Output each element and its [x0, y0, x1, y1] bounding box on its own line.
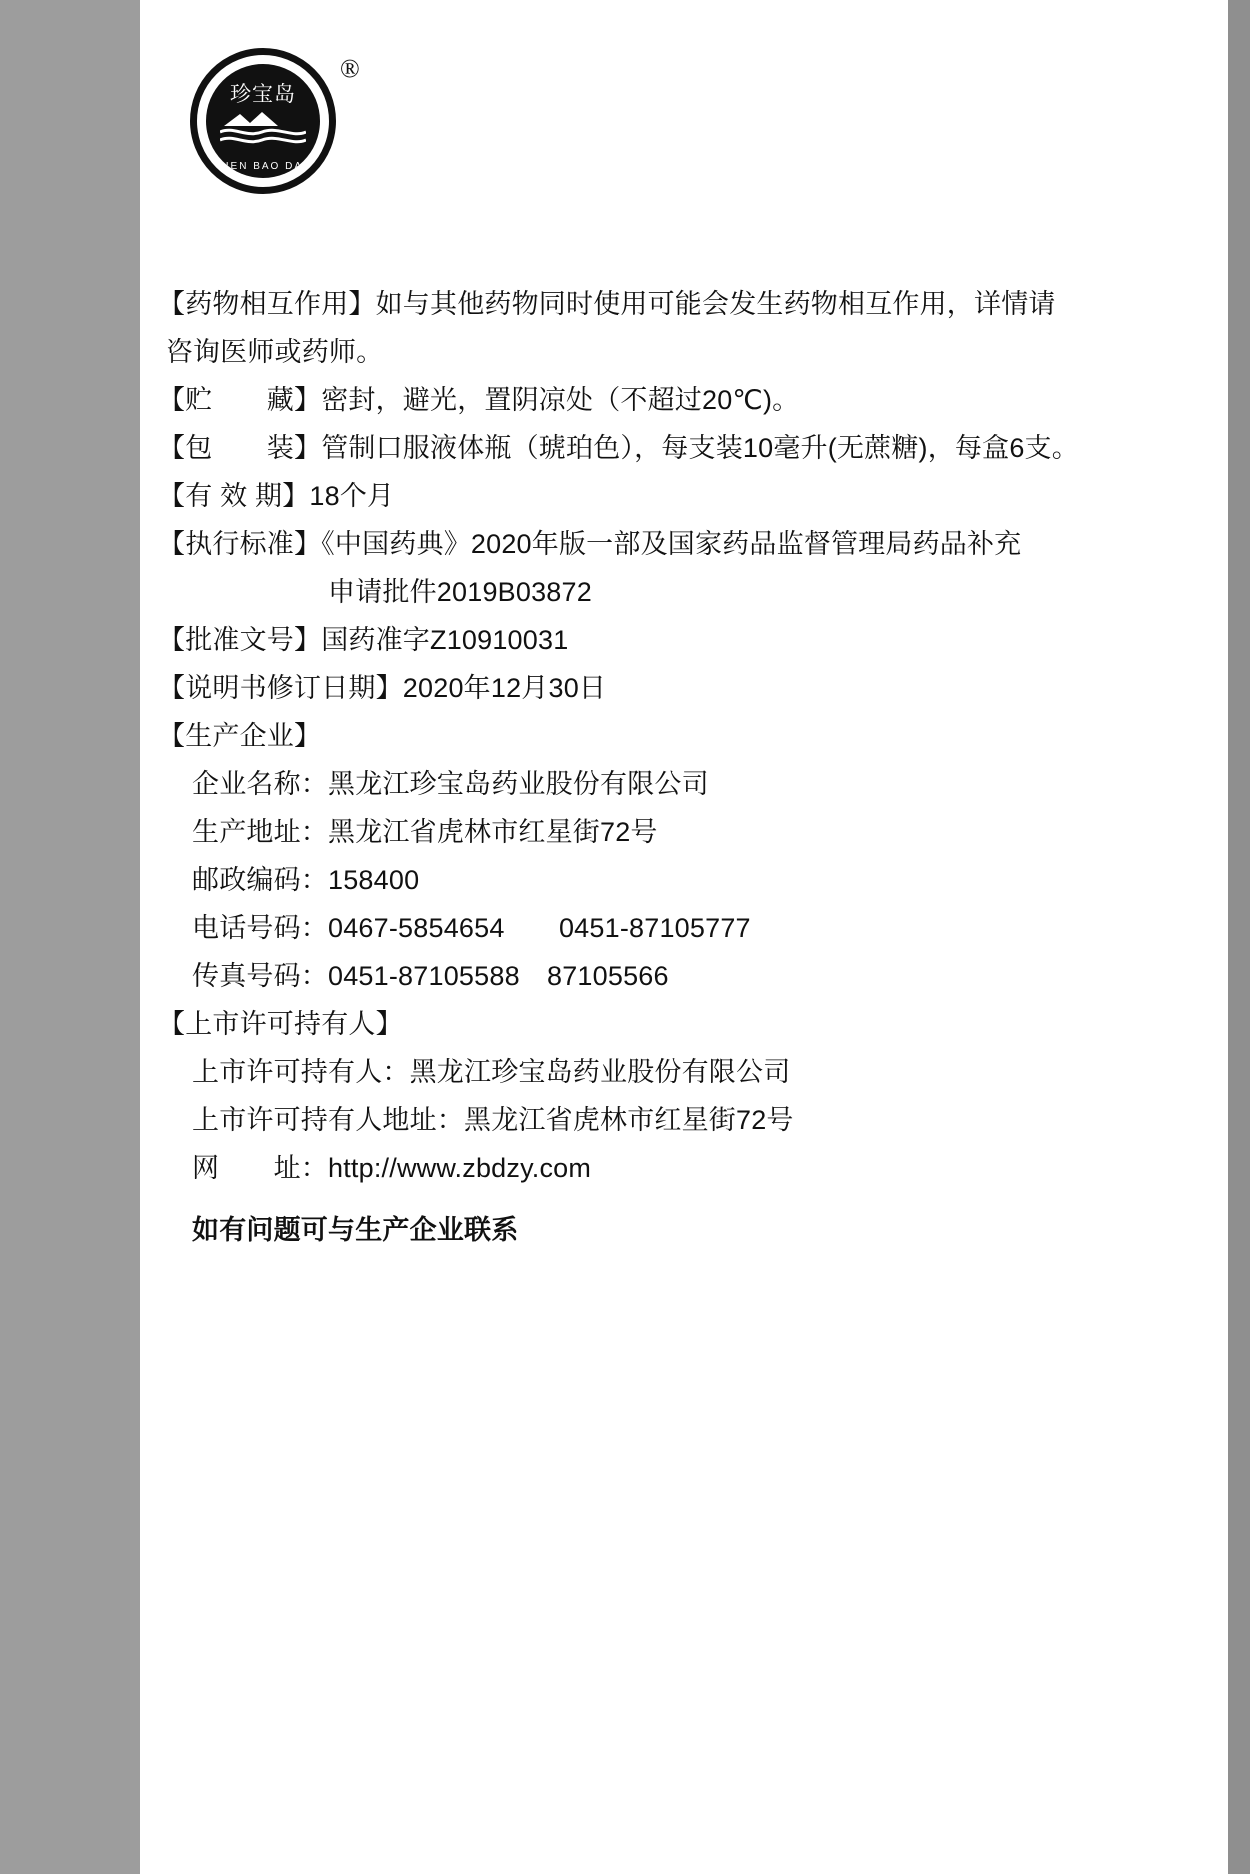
approval-number-line: 【批准文号】国药准字Z10910031 — [158, 625, 569, 655]
drug-interactions-line-1: 【药物相互作用】如与其他药物同时使用可能会发生药物相互作用，详情请 — [158, 289, 1056, 319]
logo-brand-cn: 珍宝岛 — [230, 82, 296, 106]
standard-line-2: 申请批件2019B03872 — [328, 577, 592, 607]
revision-date-line: 【说明书修订日期】2020年12月30日 — [158, 673, 607, 703]
paper-sheet — [140, 0, 1228, 1874]
storage-line: 【贮 藏】密封，避光，置阴凉处（不超过20℃)。 — [158, 385, 800, 415]
logo-inner-disc — [206, 64, 320, 178]
company-logo — [190, 48, 360, 208]
registered-trademark-icon: ® — [340, 54, 360, 83]
standard-line-1: 【执行标准】《中国药典》2020年版一部及国家药品监督管理局药品补充 — [158, 529, 1022, 559]
right-margin-band — [1228, 0, 1250, 1874]
mountain-wave-icon — [220, 110, 306, 144]
logo-brand-en: ZHEN BAO DAO — [213, 161, 313, 172]
postal-code: 邮政编码：158400 — [192, 865, 420, 895]
drug-interactions-line-2: 咨询医师或药师。 — [158, 337, 384, 367]
contact-note: 如有问题可与生产企业联系 — [192, 1215, 519, 1245]
manufacturer-name: 企业名称：黑龙江珍宝岛药业股份有限公司 — [192, 769, 709, 799]
fax-numbers: 传真号码：0451-87105588 87105566 — [192, 961, 669, 991]
manufacturer-address: 生产地址：黑龙江省虎林市红星街72号 — [192, 817, 658, 847]
left-margin-band — [0, 0, 140, 1874]
telephone-numbers: 电话号码：0467-5854654 0451-87105777 — [192, 913, 751, 943]
shelf-life-line: 【有 效 期】18个月 — [158, 481, 395, 511]
leaflet-body — [158, 280, 1198, 1254]
mah-title: 【上市许可持有人】 — [158, 1009, 403, 1039]
mah-name: 上市许可持有人：黑龙江珍宝岛药业股份有限公司 — [192, 1057, 791, 1087]
website-url[interactable]: 网 址：http://www.zbdzy.com — [192, 1153, 592, 1183]
manufacturer-title: 【生产企业】 — [158, 721, 322, 751]
packaging-line: 【包 装】管制口服液体瓶（琥珀色），每支装10毫升(无蔗糖)，每盒6支。 — [158, 433, 1079, 463]
mah-address: 上市许可持有人地址：黑龙江省虎林市红星街72号 — [192, 1105, 794, 1135]
